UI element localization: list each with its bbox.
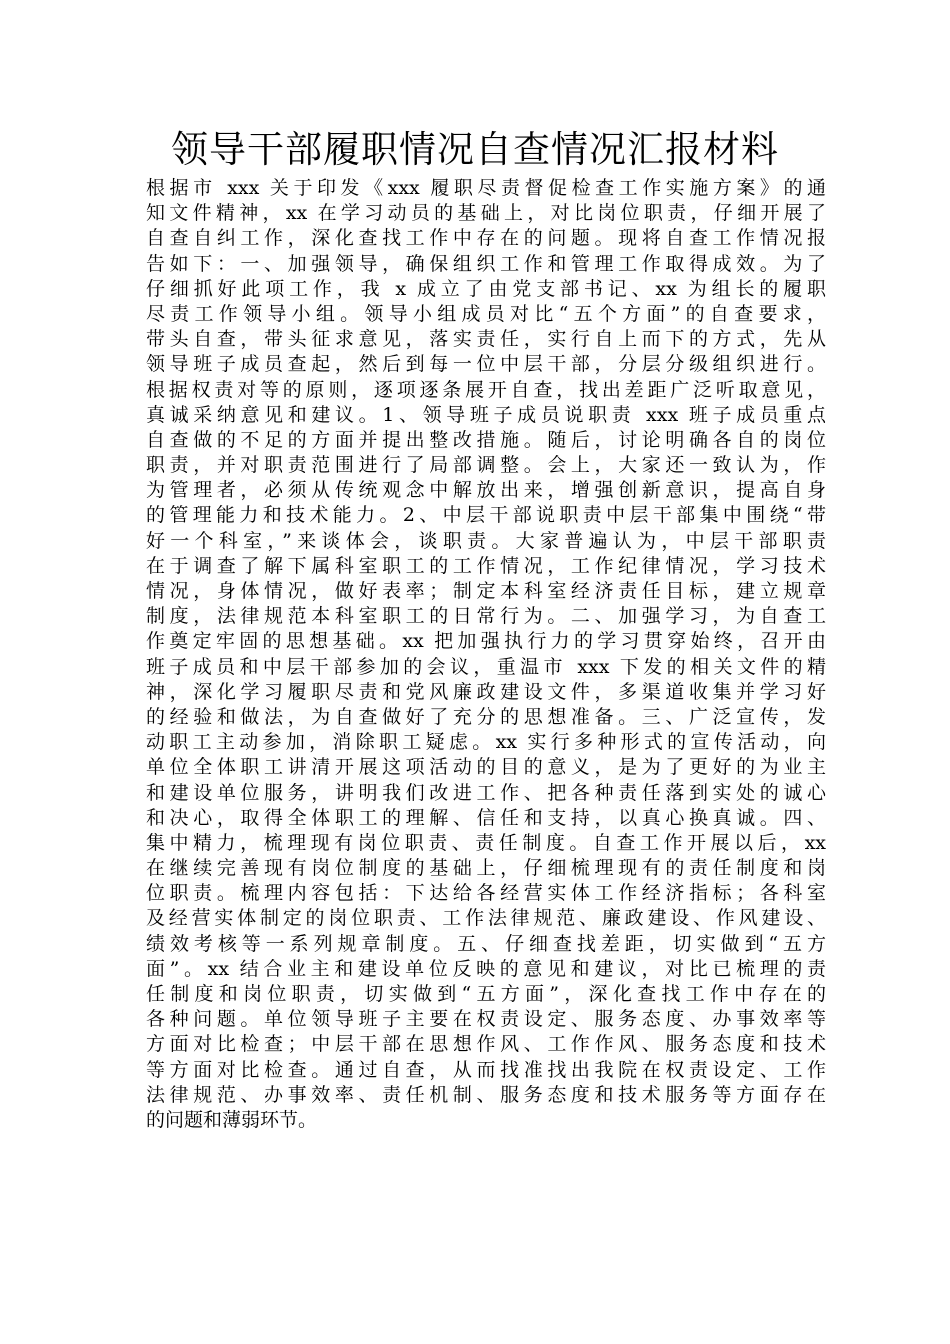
- body-line: 的问题和薄弱环节。: [146, 1108, 318, 1131]
- body-line: 单位全体职工讲清开展这项活动的目的意义，是为了更好的为业主: [146, 756, 826, 779]
- body-line: 好一个科室，”来谈体会，谈职责。大家普遍认为，中层干部职责: [146, 529, 826, 552]
- body-line: 各种问题。单位领导班子主要在权责设定、服务态度、办事效率等: [146, 1008, 826, 1031]
- body-line: 自查自纠工作，深化查找工作中存在的问题。现将自查工作情况报: [146, 227, 826, 250]
- body-line: 任制度和岗位职责，切实做到“五方面”，深化查找工作中存在的: [146, 983, 826, 1005]
- body-line: 自查做的不足的方面并提出整改措施。随后，讨论明确各自的岗位: [146, 428, 826, 451]
- body-line: 根据权责对等的原则，逐项逐条展开自查，找出差距广泛听取意见，: [146, 378, 826, 401]
- body-line: 和建设单位服务，讲明我们改进工作、把各种责任落到实处的诚心: [146, 781, 826, 804]
- body-line: 绩效考核等一系列规章制度。五、仔细查找差距，切实做到“五方: [146, 932, 826, 955]
- body-line: 职责，并对职责范围进行了局部调整。会上，大家还一致认为，作: [146, 454, 826, 477]
- body-line: 的经验和做法，为自查做好了充分的思想准备。三、广泛宣传，发: [146, 705, 826, 728]
- body-line: 位职责。梳理内容包括：下达给各经营实体工作经济指标；各科室: [146, 882, 826, 905]
- document-body: [146, 176, 826, 1133]
- body-line: 集中精力，梳理现有岗位职责、责任制度。自查工作开展以后，xx: [146, 831, 826, 854]
- body-line: 告如下：一、加强领导，确保组织工作和管理工作取得成效。为了: [146, 252, 826, 275]
- body-line: 在于调查了解下属科室职工的工作情况，工作纪律情况，学习技术: [146, 554, 826, 577]
- body-line: 根据市 xxx 关于印发《xxx 履职尽责督促检查工作实施方案》的通: [146, 177, 826, 199]
- body-line: 真诚采纳意见和建议。1、领导班子成员说职责 xxx 班子成员重点: [146, 403, 826, 426]
- body-line: 领导班子成员查起，然后到每一位中层干部，分层分级组织进行。: [146, 353, 826, 376]
- body-line: 及经营实体制定的岗位职责、工作法律规范、廉政建设、作风建设、: [146, 907, 826, 930]
- body-line: 和决心，取得全体职工的理解、信任和支持，以真心换真诚。四、: [146, 806, 826, 829]
- body-line: 情况，身体情况，做好表率；制定本科室经济责任目标，建立规章: [146, 580, 826, 602]
- body-line: 制度，法律规范本科室职工的日常行为。二、加强学习，为自查工: [146, 605, 826, 628]
- body-line: 神，深化学习履职尽责和党风廉政建设文件，多渠道收集并学习好: [146, 680, 826, 703]
- body-line: 等方面对比检查。通过自查，从而找准找出我院在权责设定、工作: [146, 1058, 826, 1081]
- body-line: 法律规范、办事效率、责任机制、服务态度和技术服务等方面存在: [146, 1083, 826, 1106]
- body-line: 面”。xx 结合业主和建设单位反映的意见和建议，对比已梳理的责: [146, 957, 826, 980]
- body-line: 方面对比检查；中层干部在思想作风、工作作风、服务态度和技术: [146, 1033, 826, 1056]
- body-line: 知文件精神，xx 在学习动员的基础上，对比岗位职责，仔细开展了: [146, 202, 826, 225]
- body-line: 尽责工作领导小组。领导小组成员对比“五个方面”的自查要求，: [146, 302, 826, 325]
- body-line: 在继续完善现有岗位制度的基础上，仔细梳理现有的责任制度和岗: [146, 857, 826, 880]
- body-line: 的管理能力和技术能力。2、中层干部说职责中层干部集中围绕“带: [146, 504, 826, 527]
- body-line: 动职工主动参加，消除职工疑虑。xx 实行多种形式的宣传活动，向: [146, 731, 826, 754]
- body-line: 作奠定牢固的思想基础。xx 把加强执行力的学习贯穿始终，召开由: [146, 630, 826, 653]
- document-title: 领导干部履职情况自查情况汇报材料: [171, 128, 779, 171]
- body-line: 为管理者，必须从传统观念中解放出来，增强创新意识，提高自身: [146, 479, 826, 502]
- body-line: 带头自查，带头征求意见，落实责任，实行自上而下的方式，先从: [146, 328, 826, 351]
- body-line: 仔细抓好此项工作，我 x 成立了由党支部书记、xx 为组长的履职: [146, 277, 826, 300]
- body-line: 班子成员和中层干部参加的会议，重温市 xxx 下发的相关文件的精: [146, 655, 826, 678]
